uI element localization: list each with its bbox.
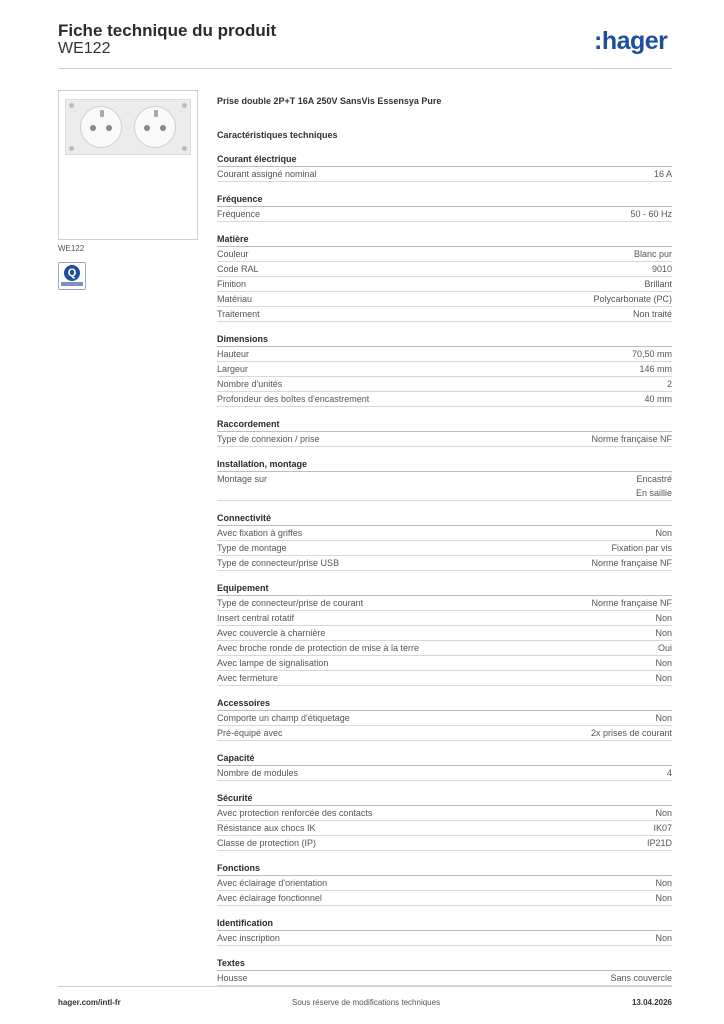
spec-value-line: Polycarbonate (PC) (593, 294, 672, 304)
spec-value-line: Norme française NF (591, 598, 672, 608)
section-title: Textes (217, 956, 672, 971)
spec-value-line: 146 mm (639, 364, 672, 374)
spec-label: Avec broche ronde de protection de mise à la terre (217, 643, 419, 653)
spec-value (610, 971, 672, 985)
spec-label: Avec éclairage fonctionnel (217, 893, 322, 903)
spec-row (217, 526, 672, 541)
spec-value-line: Blanc pur (633, 249, 672, 259)
spec-label: Avec protection renforcée des contacts (217, 808, 373, 818)
spec-value-line: Non (655, 893, 672, 903)
spec-value (644, 277, 672, 291)
spec-label: Profondeur des boîtes d'encastrement (217, 394, 370, 404)
section-title: Dimensions (217, 332, 672, 347)
section-title: Sécurité (217, 791, 672, 806)
screw-icon (182, 103, 187, 108)
spec-value (655, 626, 672, 640)
socket-outlet-icon (134, 106, 176, 148)
section-title: Fréquence (217, 192, 672, 207)
page-title: Fiche technique du produit (58, 21, 277, 40)
spec-row (217, 432, 672, 447)
spec-value-line: Encastré (636, 474, 672, 484)
spec-label: Traitement (217, 309, 260, 319)
spec-value (630, 207, 672, 221)
spec-row (217, 726, 672, 741)
spec-value (658, 641, 672, 655)
spec-value (667, 766, 672, 780)
spec-value (633, 307, 672, 321)
section-title: Connectivité (217, 511, 672, 526)
spec-row (217, 931, 672, 946)
spec-label: Nombre de modules (217, 768, 299, 778)
spec-label: Code RAL (217, 264, 259, 274)
spec-value (655, 891, 672, 905)
spec-row (217, 671, 672, 686)
product-name: Prise double 2P+T 16A 250V SansVis Essensya Pure (217, 96, 442, 106)
spec-value-line: Non (655, 878, 672, 888)
spec-value (655, 876, 672, 890)
spec-label: Insert central rotatif (217, 613, 295, 623)
section (217, 861, 672, 906)
spec-label: Montage sur (217, 474, 268, 484)
spec-value (652, 262, 672, 276)
section-title: Matière (217, 232, 672, 247)
section (217, 152, 672, 182)
spec-value (591, 556, 672, 570)
double-socket-plate (65, 99, 191, 155)
section (217, 511, 672, 571)
spec-label: Type de connecteur/prise de courant (217, 598, 364, 608)
spec-value-line: En saillie (635, 488, 672, 498)
spec-value-line: 16 A (653, 169, 672, 179)
section (217, 581, 672, 686)
product-reference: WE122 (58, 40, 111, 57)
section-title: Installation, montage (217, 457, 672, 472)
spec-value (591, 596, 672, 610)
socket-outlet-icon (80, 106, 122, 148)
spec-row (217, 806, 672, 821)
spec-value (653, 821, 672, 835)
header-divider (58, 68, 672, 69)
spec-value (654, 167, 672, 181)
spec-value (639, 362, 672, 376)
product-image (58, 90, 198, 240)
footer-disclaimer: Sous réserve de modifications techniques (292, 998, 441, 1007)
spec-row (217, 392, 672, 407)
spec-row (217, 891, 672, 906)
section (217, 232, 672, 322)
spec-value-line: Fixation par vis (611, 543, 672, 553)
spec-row (217, 596, 672, 611)
spec-value-line: Non (655, 808, 672, 818)
spec-value (655, 711, 672, 725)
section-title: Courant électrique (217, 152, 672, 167)
characteristics-list (217, 152, 672, 986)
spec-row (217, 207, 672, 222)
spec-value (636, 472, 672, 500)
spec-value-line: 40 mm (644, 394, 672, 404)
spec-label: Type de connecteur/prise USB (217, 558, 340, 568)
product-image-caption: WE122 (58, 244, 85, 253)
spec-value-line: Non (655, 673, 672, 683)
spec-value-line: 4 (666, 768, 672, 778)
spec-value-line: 70,50 mm (631, 349, 672, 359)
spec-value (667, 377, 672, 391)
spec-row (217, 247, 672, 262)
spec-row (217, 821, 672, 836)
hager-logo: :hager (594, 27, 668, 55)
spec-row (217, 656, 672, 671)
spec-label: Avec fixation à griffes (217, 528, 303, 538)
spec-label: Avec inscription (217, 933, 280, 943)
spec-value (644, 392, 672, 406)
spec-label: Comporte un champ d'étiquetage (217, 713, 350, 723)
spec-value-line: Non traité (632, 309, 672, 319)
spec-value-line: Non (655, 613, 672, 623)
spec-row (217, 876, 672, 891)
spec-value-line: 9010 (651, 264, 672, 274)
spec-row (217, 347, 672, 362)
section (217, 696, 672, 741)
spec-value-line: Non (655, 658, 672, 668)
spec-row (217, 292, 672, 307)
spec-row (217, 766, 672, 781)
spec-value-line: 2 (666, 379, 672, 389)
section-title: Fonctions (217, 861, 672, 876)
spec-value-line: 2x prises de courant (590, 728, 672, 738)
spec-value-line: IP21D (646, 838, 672, 848)
screw-icon (69, 103, 74, 108)
section-title: Capacité (217, 751, 672, 766)
spec-value-line: Oui (657, 643, 672, 653)
spec-row (217, 277, 672, 292)
spec-row (217, 556, 672, 571)
spec-label: Avec fermeture (217, 673, 278, 683)
section-title: Raccordement (217, 417, 672, 432)
footer-date: 13.04.2026 (631, 998, 672, 1007)
section-title: Equipement (217, 581, 672, 596)
spec-value-line: 50 - 60 Hz (630, 209, 672, 219)
spec-value-line: Sans couvercle (610, 973, 672, 983)
spec-row (217, 971, 672, 986)
spec-label: Matériau (217, 294, 253, 304)
spec-row (217, 541, 672, 556)
section (217, 791, 672, 851)
spec-label: Largeur (217, 364, 249, 374)
spec-value (655, 656, 672, 670)
spec-value (591, 726, 672, 740)
spec-value-line: Norme française NF (591, 434, 672, 444)
spec-label: Avec lampe de signalisation (217, 658, 329, 668)
spec-value (655, 931, 672, 945)
spec-label: Nombre d'unités (217, 379, 283, 389)
spec-value-line: Non (655, 628, 672, 638)
spec-label: Type de connexion / prise (217, 434, 320, 444)
spec-row (217, 711, 672, 726)
spec-label: Pré-équipé avec (217, 728, 283, 738)
technical-characteristics-heading: Caractéristiques techniques (217, 130, 338, 140)
spec-label: Finition (217, 279, 247, 289)
section (217, 751, 672, 781)
spec-label: Classe de protection (IP) (217, 838, 317, 848)
spec-value (593, 292, 672, 306)
section (217, 916, 672, 946)
spec-label: Hauteur (217, 349, 250, 359)
spec-value (634, 247, 672, 261)
spec-value (655, 671, 672, 685)
footer-website: hager.com/intl-fr (58, 998, 121, 1007)
spec-row (217, 362, 672, 377)
spec-value (655, 806, 672, 820)
spec-row (217, 836, 672, 851)
section-title: Identification (217, 916, 672, 931)
spec-value-line: Brillant (644, 279, 672, 289)
spec-value-line: Non (655, 528, 672, 538)
spec-label: Avec éclairage d'orientation (217, 878, 328, 888)
technical-sheet (217, 94, 672, 986)
spec-value (647, 836, 672, 850)
spec-row (217, 377, 672, 392)
quality-certification-icon: Q (58, 262, 86, 290)
spec-label: Avec couvercle à charnière (217, 628, 326, 638)
spec-value-line: Non (655, 713, 672, 723)
section (217, 457, 672, 501)
section (217, 417, 672, 447)
spec-row (217, 611, 672, 626)
footer-divider (58, 986, 672, 987)
spec-label: Résistance aux chocs IK (217, 823, 316, 833)
spec-value (655, 611, 672, 625)
spec-value-line: Norme française NF (591, 558, 672, 568)
spec-row (217, 626, 672, 641)
section (217, 332, 672, 407)
spec-label: Couleur (217, 249, 249, 259)
spec-value-line: IK07 (653, 823, 672, 833)
section-title: Accessoires (217, 696, 672, 711)
spec-label: Courant assigné nominal (217, 169, 317, 179)
spec-value (632, 347, 672, 361)
screw-icon (182, 146, 187, 151)
spec-value (591, 432, 672, 446)
section (217, 192, 672, 222)
screw-icon (69, 146, 74, 151)
spec-label: Housse (217, 973, 248, 983)
section (217, 956, 672, 986)
spec-value (655, 526, 672, 540)
spec-value-line: Non (655, 933, 672, 943)
spec-row (217, 641, 672, 656)
spec-value (611, 541, 672, 555)
spec-row (217, 167, 672, 182)
spec-label: Fréquence (217, 209, 261, 219)
spec-row (217, 262, 672, 277)
spec-label: Type de montage (217, 543, 287, 553)
spec-row (217, 472, 672, 501)
spec-row (217, 307, 672, 322)
